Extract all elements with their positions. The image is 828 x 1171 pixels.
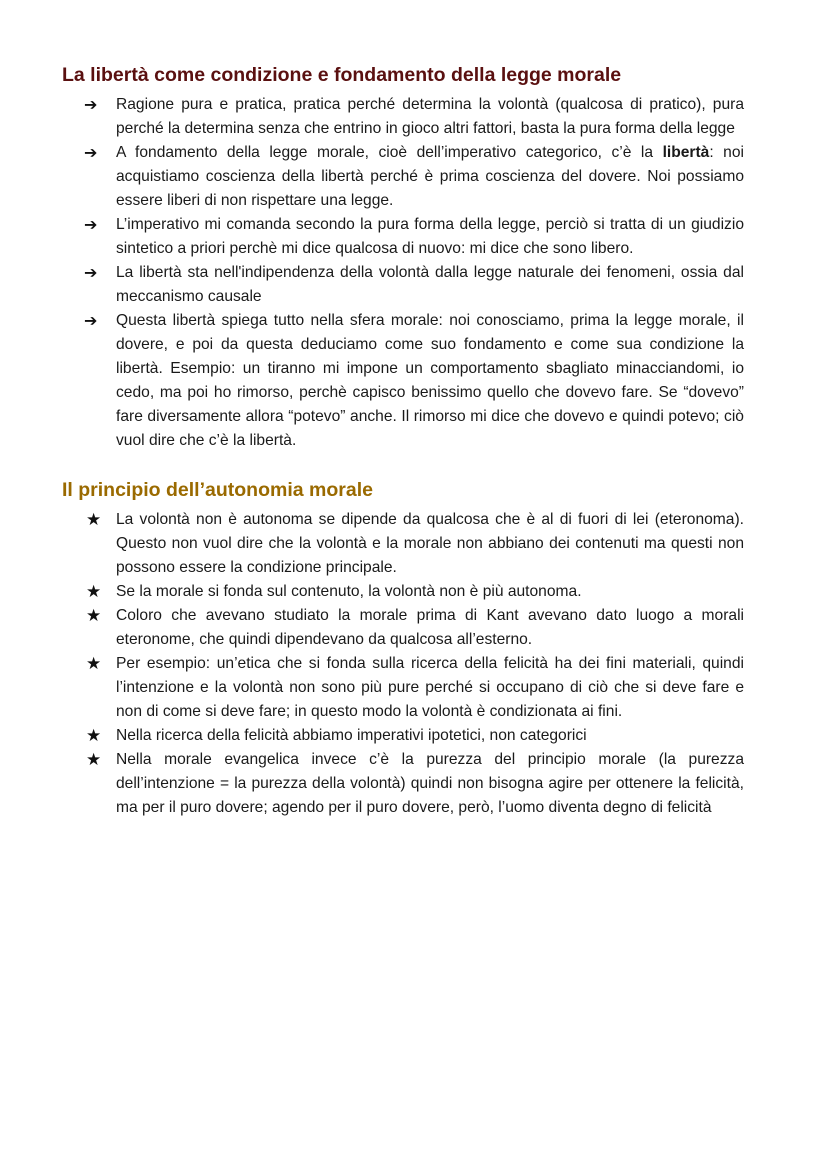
section-title-autonomia: Il principio dell’autonomia morale xyxy=(62,479,373,501)
arrow-right-icon: ➔ xyxy=(84,263,98,282)
star-list xyxy=(62,508,744,820)
arrow-right-icon: ➔ xyxy=(84,311,98,330)
list-item xyxy=(62,93,744,141)
star-icon: ★ xyxy=(86,726,102,746)
list-item xyxy=(62,508,744,580)
list-item xyxy=(62,652,744,724)
arrow-list xyxy=(62,93,744,453)
list-item xyxy=(62,580,744,604)
list-item-text: La libertà sta nell'indipendenza della volontà dalla legge naturale dei fenomeni, ossia dal meccanismo causale xyxy=(116,264,744,305)
list-item-text: Nella ricerca della felicità abbiamo imperativi ipotetici, non categorici xyxy=(116,727,587,744)
list-item-text: Nella morale evangelica invece c’è la purezza del principio morale (la purezza dell’intenzione = la purezza della volontà) quindi non bisogna agire per ottenere la felicità, ma per il puro dovere; agendo per il puro dovere, però, l’uomo diventa degno di felicità xyxy=(116,751,744,816)
star-icon: ★ xyxy=(86,510,102,530)
text-segment: : noi acquistiamo coscienza della libertà perché è prima coscienza del dovere. Noi possiamo essere liberi di non rispettare una legge. xyxy=(116,144,744,209)
list-item xyxy=(62,141,744,213)
text-segment: A fondamento della legge morale, cioè dell’imperativo categorico, c’è la xyxy=(116,144,663,161)
document-page xyxy=(62,62,744,820)
star-icon: ★ xyxy=(86,582,102,602)
list-item-text: Per esempio: un’etica che si fonda sulla ricerca della felicità ha dei fini materiali, quindi l’intenzione e la volontà non sono più pure perché si occupano di ciò che si deve fare e non di come si deve fare; in questo modo la volontà è condizionata ai fini. xyxy=(116,655,744,720)
star-icon: ★ xyxy=(86,750,102,770)
list-item xyxy=(62,748,744,820)
list-item xyxy=(62,724,744,748)
arrow-right-icon: ➔ xyxy=(84,95,98,114)
arrow-right-icon: ➔ xyxy=(84,215,98,234)
bold-term-liberta: libertà xyxy=(662,144,710,161)
list-item xyxy=(62,213,744,261)
list-item-text: La volontà non è autonoma se dipende da qualcosa che è al di fuori di lei (eteronoma). Questo non vuol dire che la volontà e la morale non abbiano dei contenuti ma questi non possono essere la condizione principale. xyxy=(116,511,744,576)
list-item xyxy=(62,309,744,453)
list-item-text: Coloro che avevano studiato la morale prima di Kant avevano dato luogo a morali eteronome, che quindi dipendevano da qualcosa all’esterno. xyxy=(116,607,744,648)
list-item xyxy=(62,261,744,309)
star-icon: ★ xyxy=(86,654,102,674)
list-item-text xyxy=(116,144,744,209)
arrow-right-icon: ➔ xyxy=(84,143,98,162)
list-item xyxy=(62,604,744,652)
list-item-text: Questa libertà spiega tutto nella sfera morale: noi conosciamo, prima la legge morale, il dovere, e poi da questa deduciamo come suo fondamento e come sua condizione la libertà. Esempio: un tiranno mi impone un comportamento sbagliato minacciandomi, io cedo, ma poi ho rimorso, perchè capisco benissimo quello che dovevo fare. Se “dovevo” fare diversamente allora “potevo” anche. Il rimorso mi dice che dovevo e quindi potevo; ciò vuol dire che c’è la libertà. xyxy=(116,312,744,449)
list-item-text: Se la morale si fonda sul contenuto, la volontà non è più autonoma. xyxy=(116,583,582,600)
star-icon: ★ xyxy=(86,606,102,626)
list-item-text: Ragione pura e pratica, pratica perché determina la volontà (qualcosa di pratico), pura perché la determina senza che entrino in gioco altri fattori, basta la pura forma della legge xyxy=(116,96,744,137)
section-title-liberta: La libertà come condizione e fondamento della legge morale xyxy=(62,64,622,86)
list-item-text: L’imperativo mi comanda secondo la pura forma della legge, perciò si tratta di un giudizio sintetico a priori perchè mi dice qualcosa di nuovo: mi dice che sono libero. xyxy=(116,216,744,257)
